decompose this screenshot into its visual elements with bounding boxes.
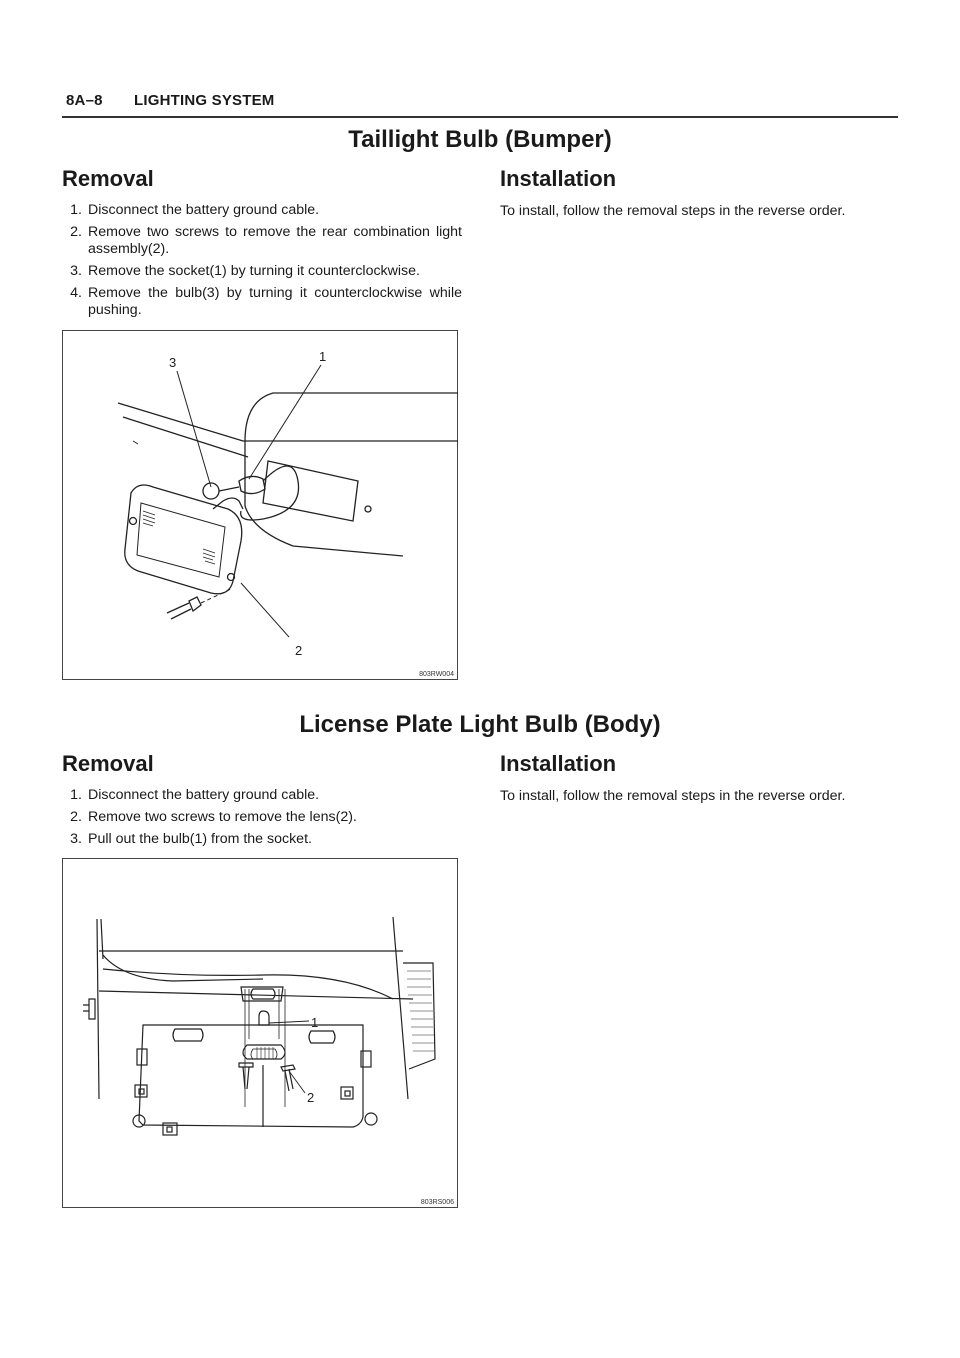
figure-id: 803RW004 <box>419 671 454 678</box>
installation-text: To install, follow the removal steps in the reverse order. <box>500 203 846 219</box>
step-number: 2. <box>70 224 82 240</box>
installation-text: To install, follow the removal steps in the reverse order. <box>500 788 846 804</box>
taillight-illustration <box>63 331 459 681</box>
removal-steps <box>62 787 462 848</box>
section-name: LIGHTING SYSTEM <box>134 92 275 109</box>
callout-1: 1 <box>311 1015 319 1030</box>
callout-1: 1 <box>319 349 327 364</box>
section-number: 8A–8 <box>66 92 103 109</box>
callout-3: 3 <box>169 355 177 370</box>
list-item <box>62 224 462 258</box>
running-header <box>66 92 275 109</box>
removal-block-taillight <box>62 166 462 324</box>
step-number: 3. <box>70 263 82 279</box>
removal-heading: Removal <box>62 166 154 191</box>
section-title-license-plate: License Plate Light Bulb (Body) <box>299 711 661 738</box>
step-text: Disconnect the battery ground cable. <box>88 202 320 218</box>
license-plate-illustration <box>63 859 459 1209</box>
removal-heading: Removal <box>62 751 154 776</box>
list-item <box>62 831 462 848</box>
removal-block-license-plate <box>62 751 462 853</box>
list-item <box>62 285 462 319</box>
list-item <box>62 809 462 826</box>
installation-heading: Installation <box>500 166 617 191</box>
step-number: 3. <box>70 831 82 847</box>
step-number: 4. <box>70 285 82 301</box>
step-text: Remove the bulb(3) by turning it counterclockwise while pushing. <box>88 285 462 318</box>
callout-2: 2 <box>295 643 303 658</box>
step-text: Remove two screws to remove the lens(2). <box>88 809 357 825</box>
step-text: Remove the socket(1) by turning it counterclockwise. <box>88 263 420 279</box>
section-title-taillight: Taillight Bulb (Bumper) <box>348 126 612 153</box>
callout-2: 2 <box>307 1090 315 1105</box>
list-item <box>62 202 462 219</box>
list-item <box>62 263 462 280</box>
step-number: 2. <box>70 809 82 825</box>
installation-block-taillight <box>500 166 900 220</box>
figure-id: 803RS006 <box>420 1199 454 1206</box>
installation-heading: Installation <box>500 751 617 776</box>
step-text: Remove two screws to remove the rear combination light assembly(2). <box>88 224 462 257</box>
step-number: 1. <box>70 787 82 803</box>
removal-steps <box>62 202 462 319</box>
step-number: 1. <box>70 202 82 218</box>
license-plate-figure <box>62 858 458 1208</box>
installation-block-license-plate <box>500 751 900 805</box>
list-item <box>62 787 462 804</box>
step-text: Pull out the bulb(1) from the socket. <box>88 831 312 847</box>
taillight-figure <box>62 330 458 680</box>
step-text: Disconnect the battery ground cable. <box>88 787 320 803</box>
header-rule <box>62 116 898 118</box>
